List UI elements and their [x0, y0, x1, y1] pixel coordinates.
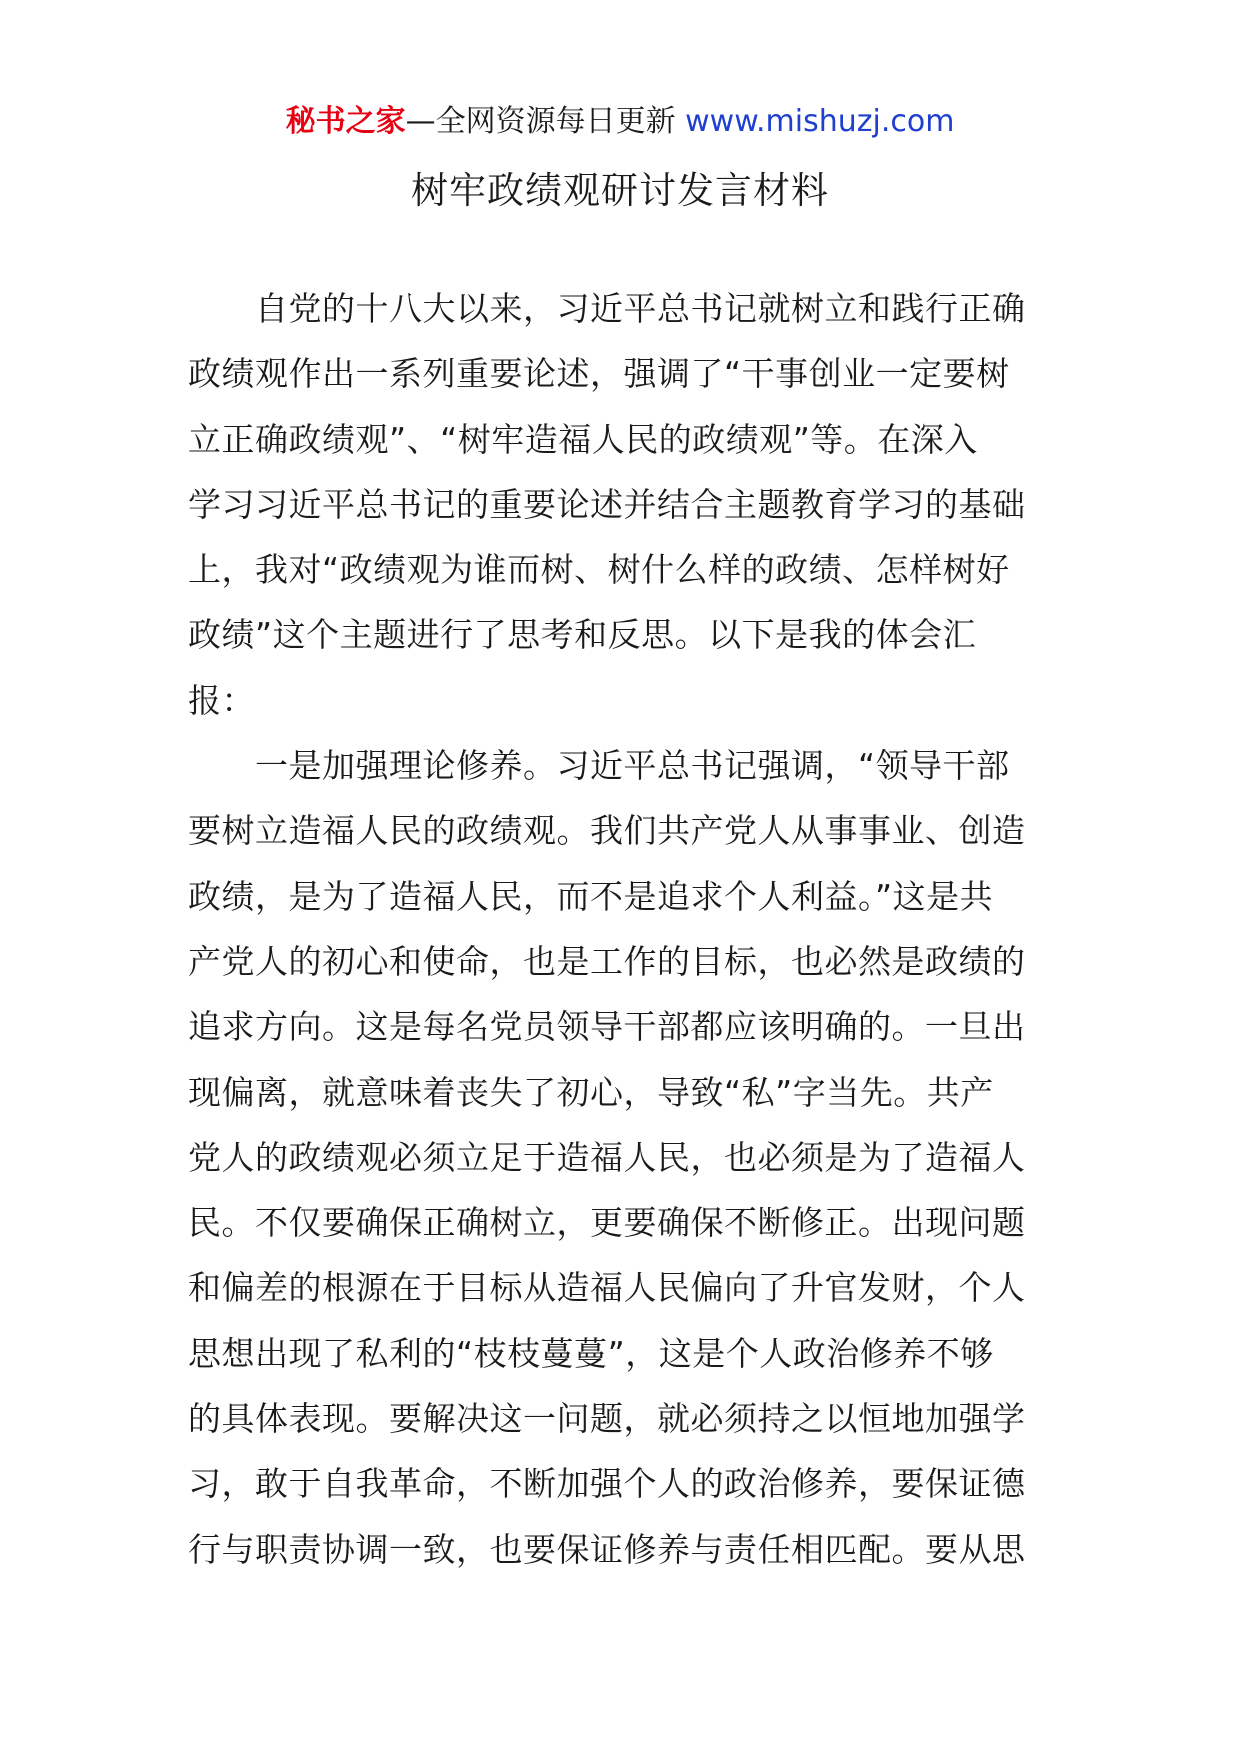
body-line: 习，敢于自我革命，不断加强个人的政治修养，要保证德: [188, 1464, 1026, 1504]
body-line: 上，我对“政绩观为谁而树、树什么样的政绩、怎样树好: [188, 550, 1010, 590]
body-line: 政绩观作出一系列重要论述，强调了“干事创业一定要树: [188, 354, 1010, 394]
body-line: 思想出现了私利的“枝枝蔓蔓”，这是个人政治修养不够: [188, 1333, 994, 1373]
header-slogan: —全网资源每日更新: [405, 104, 676, 139]
body-line: 行与职责协调一致，也要保证修养与责任相匹配。要从思: [188, 1529, 1026, 1569]
body-line: 和偏差的根源在于目标从造福人民偏向了升官发财，个人: [188, 1268, 1026, 1308]
site-url-link[interactable]: www.mishuzj.com: [685, 104, 955, 139]
body-line: 政绩，是为了造福人民，而不是追求个人利益。”这是共: [188, 876, 994, 916]
body-line: 的具体表现。要解决这一问题，就必须持之以恒地加强学: [188, 1399, 1026, 1439]
body-line: 自党的十八大以来，习近平总书记就树立和践行正确: [255, 289, 1026, 328]
body-line: 政绩”这个主题进行了思考和反思。以下是我的体会汇: [188, 615, 977, 655]
site-header: [0, 102, 1240, 142]
body-line: 民。不仅要确保正确树立，更要确保不断修正。出现问题: [188, 1203, 1026, 1243]
body-line: 要树立造福人民的政绩观。我们共产党人从事事业、创造: [188, 811, 1026, 851]
body-line: 学习习近平总书记的重要论述并结合主题教育学习的基础: [188, 484, 1026, 524]
brand-name: 秘书之家: [285, 104, 406, 139]
document-title: 树牢政绩观研讨发言材料: [411, 169, 829, 212]
body-line: 立正确政绩观”、“树牢造福人民的政绩观”等。在深入: [188, 419, 978, 459]
body-line: 追求方向。这是每名党员领导干部都应该明确的。一旦出: [188, 1007, 1026, 1047]
body-line: 现偏离，就意味着丧失了初心，导致“私”字当先。共产: [188, 1072, 994, 1112]
document-body: [188, 287, 1058, 1593]
body-line: 产党人的初心和使命，也是工作的目标，也必然是政绩的: [188, 941, 1026, 981]
body-line: 党人的政绩观必须立足于造福人民，也必须是为了造福人: [188, 1137, 1026, 1177]
body-line: 一是加强理论修养。习近平总书记强调，“领导干部: [255, 746, 1010, 786]
body-line: 报：: [188, 680, 255, 720]
